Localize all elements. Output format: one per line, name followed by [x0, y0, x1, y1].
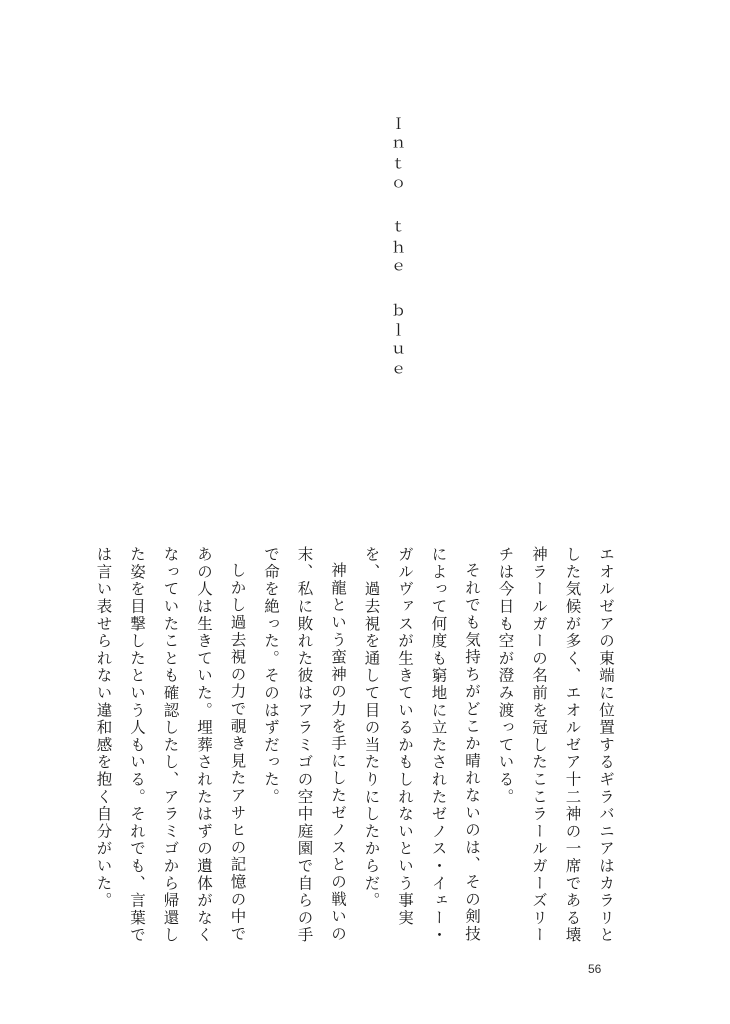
paragraph: しかし過去視の力で覗き見たアサヒの記憶の中であの人は生きていた。埋葬されたはずの遺体がなくなっていたことも確認したし、アラミゴから帰還した姿を目撃したという人もいる。それでも、言葉では言い表せられない違和感を抱く自分がいた。 — [94, 546, 247, 944]
body-text — [86, 546, 622, 946]
paragraph: 神龍という蛮神の力を手にしたゼノスとの戦いの末、私に敗れた彼はアラミゴの空中庭園で自らの手で命を絶った。そのはずだった。 — [262, 546, 347, 944]
page-number: 56 — [588, 962, 602, 976]
paragraph: エオルゼアの東端に位置するギラバニアはカラリとした気候が多く、エオルゼア十二神の一席である壊神ラールガーの名前を冠したここラールガーズリーチは今日も空が澄み渡っている。 — [496, 546, 615, 944]
paragraph: それでも気持ちがどこか晴れないのは、その剣技によって何度も窮地に立たされたゼノス・イェー・ガルヴァスが生きているかもしれないという事実を、過去視を通して目の当たりにしたからだ。 — [362, 546, 481, 944]
chapter-title: Ｉｎｔｏ ｔｈｅ ｂｌｕｅ — [389, 116, 407, 382]
